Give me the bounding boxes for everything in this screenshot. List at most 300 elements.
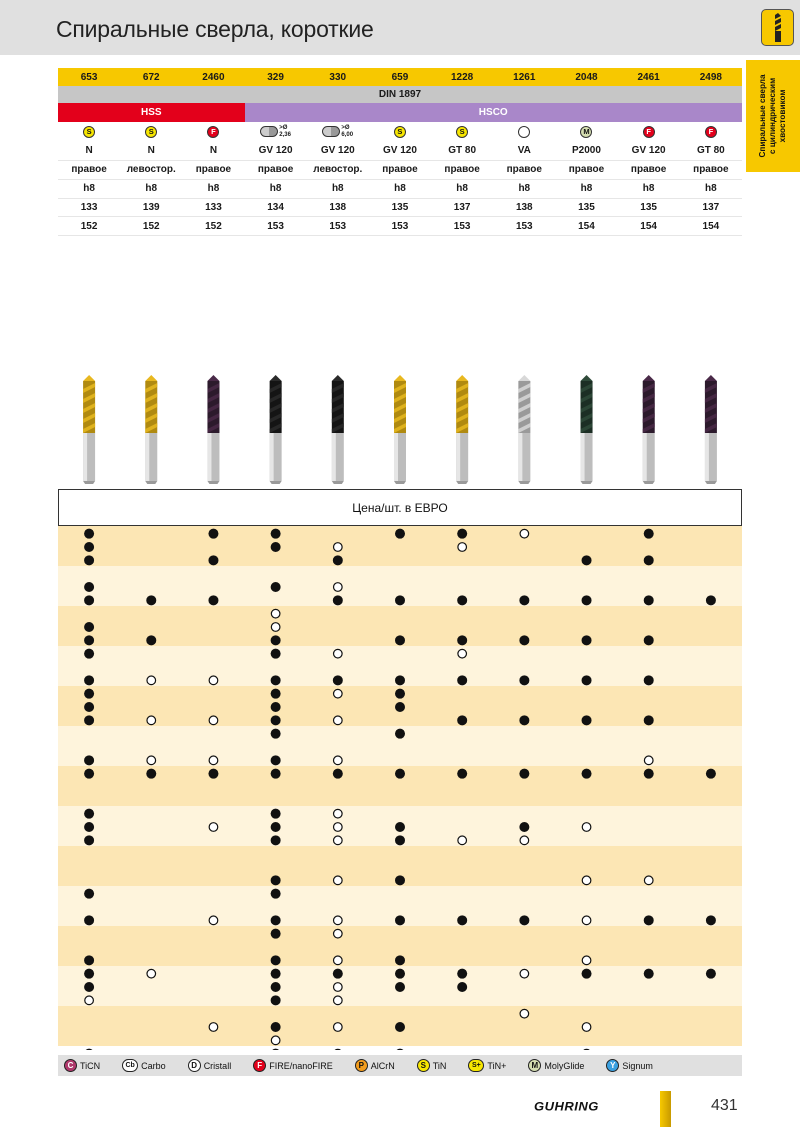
standard-label: DIN 1897 bbox=[58, 86, 742, 103]
drill-shank-highlight bbox=[394, 433, 398, 481]
open-dot bbox=[334, 1023, 343, 1032]
drill-shank-highlight bbox=[270, 433, 274, 481]
stock-dot bbox=[84, 915, 94, 925]
stock-dot bbox=[333, 675, 343, 685]
open-dot bbox=[334, 916, 343, 925]
open-dot bbox=[209, 756, 218, 765]
open-dot bbox=[334, 583, 343, 592]
coating-badge-icon: S bbox=[456, 126, 468, 138]
legend-item bbox=[188, 1059, 232, 1072]
drill-image bbox=[270, 375, 282, 484]
stock-dot bbox=[644, 769, 654, 779]
direction-row bbox=[58, 161, 742, 180]
open-dot bbox=[271, 623, 280, 632]
stock-dot bbox=[271, 875, 281, 885]
tolerance-row bbox=[58, 179, 742, 198]
stock-dot bbox=[271, 582, 281, 592]
spec-cell: 137 bbox=[431, 198, 493, 217]
legend-label: TiN+ bbox=[487, 1060, 507, 1071]
stock-dot bbox=[271, 995, 281, 1005]
article-number: 1228 bbox=[431, 68, 493, 86]
drill-image bbox=[145, 375, 157, 484]
spec-cell: правое bbox=[493, 161, 555, 180]
open-dot bbox=[334, 983, 343, 992]
legend-item bbox=[253, 1059, 333, 1072]
standard-row bbox=[58, 86, 742, 103]
coating-badge-icon: S+ bbox=[468, 1059, 484, 1072]
stock-dot bbox=[84, 555, 94, 565]
drill-shank-end bbox=[705, 481, 717, 484]
price-header: Цена/шт. в ЕВРО bbox=[58, 489, 742, 526]
stock-dot bbox=[271, 649, 281, 659]
open-dot bbox=[334, 996, 343, 1005]
stock-dot bbox=[582, 769, 592, 779]
open-dot bbox=[85, 996, 94, 1005]
spec-cell: h8 bbox=[369, 179, 431, 198]
drill-point bbox=[83, 375, 95, 381]
legend-item bbox=[122, 1059, 166, 1072]
legend-label: Cristall bbox=[203, 1060, 232, 1071]
legend-item bbox=[355, 1059, 395, 1072]
stock-dot bbox=[582, 715, 592, 725]
stock-dot bbox=[457, 715, 467, 725]
drill-image bbox=[207, 375, 219, 484]
coating-badge-icon: F bbox=[643, 126, 655, 138]
spec-cell: 153 bbox=[307, 217, 369, 236]
open-dot bbox=[334, 929, 343, 938]
side-tab-line-1: Спиральные сверла bbox=[758, 74, 767, 158]
drill-image bbox=[643, 375, 655, 484]
article-number: 653 bbox=[58, 68, 120, 86]
open-dot bbox=[209, 1023, 218, 1032]
open-dot bbox=[644, 756, 653, 765]
stock-dot bbox=[706, 915, 716, 925]
stock-dot bbox=[395, 822, 405, 832]
stock-dot bbox=[395, 689, 405, 699]
stock-dot bbox=[84, 702, 94, 712]
coating-badge-icon: C bbox=[64, 1059, 77, 1072]
spec-cell: h8 bbox=[120, 179, 182, 198]
coating-badge-icon: F bbox=[705, 126, 717, 138]
stock-dot bbox=[208, 555, 218, 565]
spec-cell: правое bbox=[618, 161, 680, 180]
spec-cell: P2000 bbox=[555, 142, 617, 161]
open-dot bbox=[334, 716, 343, 725]
open-dot bbox=[582, 1023, 591, 1032]
stock-dot bbox=[395, 702, 405, 712]
coating-cell bbox=[307, 122, 369, 142]
spec-cell: 152 bbox=[58, 217, 120, 236]
spec-cell: 135 bbox=[618, 198, 680, 217]
drill-point bbox=[581, 375, 593, 381]
stock-dot bbox=[457, 529, 467, 539]
legend-item bbox=[64, 1059, 100, 1072]
stock-dot bbox=[271, 715, 281, 725]
stock-dot bbox=[644, 529, 654, 539]
stock-dot bbox=[333, 595, 343, 605]
open-dot bbox=[582, 956, 591, 965]
coating-badge-icon: S bbox=[394, 126, 406, 138]
legend-label: TiN bbox=[432, 1060, 447, 1071]
open-dot bbox=[271, 1036, 280, 1045]
stock-dot bbox=[84, 542, 94, 552]
spec-cell: 133 bbox=[58, 198, 120, 217]
stock-dot bbox=[644, 555, 654, 565]
drill-image bbox=[705, 375, 717, 484]
stock-dot bbox=[84, 649, 94, 659]
drill-point bbox=[145, 375, 157, 381]
drill-image bbox=[83, 375, 95, 484]
article-number: 2498 bbox=[680, 68, 742, 86]
legend-label: Signum bbox=[622, 1060, 653, 1071]
coating-badge-icon: S bbox=[417, 1059, 430, 1072]
diameter-range-text bbox=[279, 125, 291, 138]
page-number: 431 bbox=[711, 1097, 738, 1114]
coating-cell bbox=[555, 122, 617, 142]
spec-cell: GT 80 bbox=[431, 142, 493, 161]
stock-dot bbox=[395, 675, 405, 685]
spec-cell: N bbox=[120, 142, 182, 161]
footer-accent-bar bbox=[660, 1091, 671, 1127]
stock-dot bbox=[84, 595, 94, 605]
stock-dot bbox=[84, 635, 94, 645]
diameter-symbol: >Ø bbox=[341, 125, 350, 132]
open-dot bbox=[334, 823, 343, 832]
stock-dot bbox=[84, 715, 94, 725]
stock-dot bbox=[395, 729, 405, 739]
stock-dot bbox=[395, 769, 405, 779]
stock-dot bbox=[519, 635, 529, 645]
coating-badge-icon bbox=[518, 126, 530, 138]
drill-shank-highlight bbox=[207, 433, 211, 481]
coating-badge-icon: F bbox=[207, 126, 219, 138]
stock-dot bbox=[271, 769, 281, 779]
stock-dot bbox=[271, 809, 281, 819]
spec-cell: 138 bbox=[493, 198, 555, 217]
drill-shank-highlight bbox=[83, 433, 87, 481]
stock-dot bbox=[84, 622, 94, 632]
drill-point bbox=[518, 375, 530, 381]
drill-point bbox=[332, 375, 344, 381]
spec-cell: правое bbox=[431, 161, 493, 180]
stock-dot bbox=[271, 542, 281, 552]
article-number: 2461 bbox=[618, 68, 680, 86]
stock-dot bbox=[395, 835, 405, 845]
spec-cell: правое bbox=[369, 161, 431, 180]
open-dot bbox=[334, 956, 343, 965]
stock-dot bbox=[457, 595, 467, 605]
twist-drill-glyph bbox=[768, 13, 788, 43]
spec-cell: 153 bbox=[369, 217, 431, 236]
spec-cell: h8 bbox=[182, 179, 244, 198]
stock-dot bbox=[395, 915, 405, 925]
article-number: 1261 bbox=[493, 68, 555, 86]
stock-dot bbox=[84, 769, 94, 779]
spec-cell: N bbox=[182, 142, 244, 161]
coating-cell bbox=[618, 122, 680, 142]
spec-cell: h8 bbox=[555, 179, 617, 198]
application-row bbox=[58, 142, 742, 161]
diameter-pill-icon bbox=[260, 126, 278, 137]
legend-label: TiCN bbox=[80, 1060, 101, 1071]
spec-cell: 138 bbox=[307, 198, 369, 217]
stock-dot bbox=[271, 929, 281, 939]
stock-dot bbox=[395, 595, 405, 605]
spec-cell: левостор. bbox=[120, 161, 182, 180]
spec-cell: 133 bbox=[182, 198, 244, 217]
spec-cell: 154 bbox=[680, 217, 742, 236]
stock-dot bbox=[208, 529, 218, 539]
spec-cell: 135 bbox=[555, 198, 617, 217]
stock-dot bbox=[333, 969, 343, 979]
open-dot bbox=[644, 876, 653, 885]
stock-dot bbox=[208, 769, 218, 779]
article-number: 330 bbox=[307, 68, 369, 86]
diameter-range-icon bbox=[322, 125, 353, 138]
drill-point bbox=[705, 375, 717, 381]
coating-badge-icon: M bbox=[580, 126, 592, 138]
stock-dot bbox=[644, 635, 654, 645]
stock-dot bbox=[519, 915, 529, 925]
drill-shank-end bbox=[83, 481, 95, 484]
open-dot bbox=[458, 543, 467, 552]
stock-dot bbox=[457, 635, 467, 645]
drill-point bbox=[270, 375, 282, 381]
stock-dot bbox=[395, 969, 405, 979]
coating-badge-icon: D bbox=[188, 1059, 201, 1072]
stock-dot bbox=[146, 635, 156, 645]
stock-dot bbox=[84, 822, 94, 832]
stock-dot bbox=[519, 675, 529, 685]
drill-shank-end bbox=[145, 481, 157, 484]
stock-dot bbox=[644, 595, 654, 605]
spec-cell: правое bbox=[58, 161, 120, 180]
stock-dot bbox=[395, 635, 405, 645]
drill-shank-end bbox=[332, 481, 344, 484]
stock-dot bbox=[271, 889, 281, 899]
coating-cell bbox=[680, 122, 742, 142]
drill-shank-end bbox=[207, 481, 219, 484]
coating-cell bbox=[369, 122, 431, 142]
stock-dot bbox=[333, 769, 343, 779]
page-title: Спиральные сверла, короткие bbox=[56, 16, 374, 42]
stock-dot bbox=[582, 675, 592, 685]
coating-cell bbox=[493, 122, 555, 142]
spec-cell: VA bbox=[493, 142, 555, 161]
spec-cell: GV 120 bbox=[245, 142, 307, 161]
legend-item bbox=[528, 1059, 584, 1072]
drill-point bbox=[456, 375, 468, 381]
stock-dot bbox=[395, 529, 405, 539]
legend-item bbox=[468, 1059, 506, 1072]
spec-cell: 154 bbox=[555, 217, 617, 236]
page-ref-row bbox=[58, 198, 742, 217]
stock-dot bbox=[457, 769, 467, 779]
spec-cell: правое bbox=[680, 161, 742, 180]
stock-dot bbox=[519, 769, 529, 779]
spec-cell: h8 bbox=[431, 179, 493, 198]
open-dot bbox=[334, 649, 343, 658]
open-dot bbox=[334, 876, 343, 885]
article-number: 2048 bbox=[555, 68, 617, 86]
stock-dot bbox=[84, 969, 94, 979]
coating-badge-icon: S bbox=[83, 126, 95, 138]
stock-dot bbox=[395, 875, 405, 885]
side-tab-line-2: с цилиндрическим bbox=[768, 77, 777, 155]
article-number: 2460 bbox=[182, 68, 244, 86]
stock-dot bbox=[84, 889, 94, 899]
spec-cell: 154 bbox=[618, 217, 680, 236]
coating-badge-icon: Y bbox=[606, 1059, 619, 1072]
open-dot bbox=[147, 756, 156, 765]
stock-dot bbox=[271, 1049, 281, 1050]
stock-dot bbox=[271, 1022, 281, 1032]
stock-dot bbox=[84, 675, 94, 685]
diameter-value: 2,36 bbox=[279, 131, 291, 138]
open-dot bbox=[520, 529, 529, 538]
stock-dot bbox=[706, 769, 716, 779]
open-dot bbox=[209, 823, 218, 832]
stock-dot bbox=[519, 715, 529, 725]
stock-dot bbox=[644, 915, 654, 925]
coating-cell bbox=[245, 122, 307, 142]
spec-cell: 153 bbox=[245, 217, 307, 236]
open-dot bbox=[520, 969, 529, 978]
stock-dot bbox=[395, 1022, 405, 1032]
material-hss: HSS bbox=[58, 103, 245, 122]
stock-dot bbox=[84, 1049, 94, 1050]
spec-cell: 153 bbox=[431, 217, 493, 236]
stock-dot bbox=[84, 835, 94, 845]
open-dot bbox=[582, 1049, 591, 1050]
stock-dot bbox=[706, 969, 716, 979]
spec-cell: h8 bbox=[58, 179, 120, 198]
article-number: 659 bbox=[369, 68, 431, 86]
spec-cell: h8 bbox=[245, 179, 307, 198]
coating-cell bbox=[120, 122, 182, 142]
spec-cell: правое bbox=[245, 161, 307, 180]
stock-dot bbox=[84, 955, 94, 965]
spec-table bbox=[58, 68, 742, 236]
stock-dot bbox=[457, 675, 467, 685]
open-dot bbox=[147, 969, 156, 978]
spec-cell: 135 bbox=[369, 198, 431, 217]
drill-shank-highlight bbox=[705, 433, 709, 481]
stock-dot bbox=[644, 715, 654, 725]
open-dot bbox=[458, 836, 467, 845]
stock-dot bbox=[84, 809, 94, 819]
spec-cell: h8 bbox=[618, 179, 680, 198]
stock-dot bbox=[84, 582, 94, 592]
spec-cell: GT 80 bbox=[680, 142, 742, 161]
stock-dot bbox=[271, 955, 281, 965]
open-dot bbox=[582, 823, 591, 832]
open-dot bbox=[520, 1009, 529, 1018]
open-dot bbox=[582, 876, 591, 885]
spec-cell: N bbox=[58, 142, 120, 161]
coating-cell bbox=[58, 122, 120, 142]
side-tab-line-3: хвостовиком bbox=[778, 89, 787, 143]
stock-dot bbox=[84, 689, 94, 699]
stock-dot bbox=[582, 969, 592, 979]
diameter-symbol: >Ø bbox=[279, 125, 288, 132]
spec-cell: левостор. bbox=[307, 161, 369, 180]
stock-dot bbox=[271, 835, 281, 845]
open-dot bbox=[582, 916, 591, 925]
stock-dot bbox=[644, 675, 654, 685]
stock-dot bbox=[271, 702, 281, 712]
drill-point bbox=[394, 375, 406, 381]
stock-dot bbox=[582, 595, 592, 605]
open-dot bbox=[458, 649, 467, 658]
drill-image bbox=[394, 375, 406, 484]
stock-dot bbox=[333, 555, 343, 565]
drill-shank-end bbox=[394, 481, 406, 484]
diameter-range-icon bbox=[260, 125, 291, 138]
drill-shank-highlight bbox=[145, 433, 149, 481]
spec-cell: 137 bbox=[680, 198, 742, 217]
stock-dot bbox=[457, 982, 467, 992]
diameter-pill-icon bbox=[322, 126, 340, 137]
legend-label: MolyGlide bbox=[544, 1060, 585, 1071]
section-side-tab-label bbox=[758, 64, 788, 168]
article-number-row bbox=[58, 68, 742, 86]
open-dot bbox=[209, 716, 218, 725]
open-dot bbox=[334, 756, 343, 765]
material-row bbox=[58, 103, 742, 122]
open-dot bbox=[147, 716, 156, 725]
stock-dot bbox=[271, 675, 281, 685]
spec-cell: правое bbox=[555, 161, 617, 180]
coating-legend bbox=[58, 1055, 742, 1076]
spec-cell: 152 bbox=[182, 217, 244, 236]
stock-dot bbox=[84, 982, 94, 992]
stock-dot bbox=[519, 822, 529, 832]
stock-dot bbox=[395, 955, 405, 965]
stock-dot bbox=[457, 969, 467, 979]
twist-drill-icon bbox=[761, 9, 794, 46]
drill-shank-highlight bbox=[643, 433, 647, 481]
page-ref-row-2 bbox=[58, 217, 742, 236]
drill-shank-end bbox=[270, 481, 282, 484]
legend-item bbox=[417, 1059, 447, 1072]
drill-image bbox=[581, 375, 593, 484]
stock-dot bbox=[395, 982, 405, 992]
drill-shank-end bbox=[518, 481, 530, 484]
drill-image bbox=[332, 375, 344, 484]
open-dot bbox=[334, 1049, 343, 1050]
stock-dot bbox=[395, 1049, 405, 1050]
spec-cell: h8 bbox=[307, 179, 369, 198]
open-dot bbox=[334, 689, 343, 698]
spec-cell: 139 bbox=[120, 198, 182, 217]
brand-logo: GUHRING bbox=[534, 1099, 599, 1114]
coating-cell bbox=[182, 122, 244, 142]
open-dot bbox=[271, 609, 280, 618]
legend-label: Carbo bbox=[141, 1060, 166, 1071]
stock-dot bbox=[208, 595, 218, 605]
drill-point bbox=[207, 375, 219, 381]
legend-label: AlCrN bbox=[370, 1060, 395, 1071]
spec-cell: h8 bbox=[680, 179, 742, 198]
stock-dot bbox=[271, 635, 281, 645]
spec-cell: GV 120 bbox=[369, 142, 431, 161]
open-dot bbox=[334, 543, 343, 552]
article-number: 329 bbox=[245, 68, 307, 86]
coating-badge-icon: F bbox=[253, 1059, 266, 1072]
stock-dot bbox=[271, 915, 281, 925]
drill-image bbox=[518, 375, 530, 484]
